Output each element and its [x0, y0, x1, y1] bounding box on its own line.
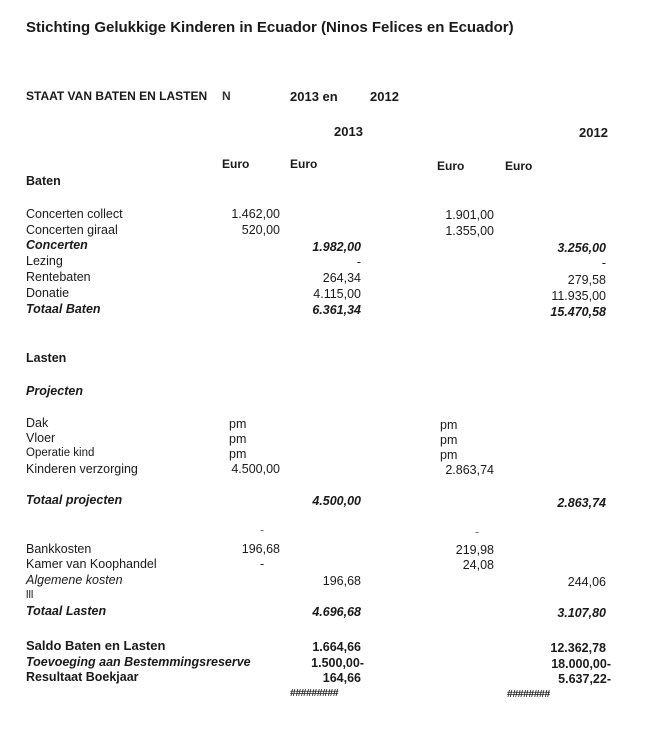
- value-2012-sub: 1.901,00: [445, 208, 494, 222]
- value-2012-sub: pm: [440, 418, 458, 432]
- value-2012-total: 5.637,22-: [558, 672, 611, 686]
- value-2013-total: -: [356, 255, 361, 269]
- value-2012-sub: 24,08: [462, 558, 494, 572]
- row-label: Concerten: [26, 238, 88, 252]
- row-label-total: Totaal projecten: [26, 493, 123, 507]
- row-label: Kamer van Koophandel: [26, 557, 157, 571]
- row-label: Concerten collect: [26, 207, 123, 221]
- row-label: Lezing: [26, 254, 63, 268]
- overflow-hash: ########: [507, 688, 550, 700]
- row-label-total: Totaal Baten: [26, 302, 101, 316]
- row-label-total: Totaal Lasten: [26, 604, 107, 618]
- dash-mark: -: [475, 525, 480, 539]
- value-2012-total: -: [601, 256, 606, 270]
- section-heading-baten: Baten: [26, 174, 61, 188]
- dash-mark: -: [260, 523, 265, 537]
- column-header-2012: 2012: [579, 125, 608, 140]
- value-2013-sub: 4.500,00: [231, 462, 280, 476]
- value-2013-sub: pm: [229, 417, 247, 431]
- row-label: Vloer: [26, 431, 56, 445]
- value-2013-sub: -: [260, 557, 265, 571]
- value-2013-total: 1.982,00: [312, 240, 361, 254]
- value-2013-total: 6.361,34: [312, 303, 361, 317]
- value-2013-sub: 1.462,00: [231, 207, 280, 221]
- column-header-2013: 2013: [334, 124, 363, 139]
- overflow-hash: #########: [290, 687, 339, 699]
- value-2012-total: 12.362,78: [550, 641, 606, 655]
- value-2012-total: 15.470,58: [550, 305, 606, 319]
- row-label: Donatie: [26, 286, 70, 300]
- value-2012-total: 2.863,74: [557, 496, 606, 510]
- value-2013-sub: 520,00: [241, 223, 280, 237]
- value-2013-sub: pm: [229, 432, 247, 446]
- value-2012-total: 3.256,00: [557, 241, 606, 255]
- value-2012-total: 279,58: [567, 273, 606, 287]
- value-2012-total: 11.935,00: [551, 289, 606, 303]
- value-2012-sub: 1.355,00: [445, 224, 494, 238]
- statement-year-2012: 2012: [370, 89, 399, 104]
- currency-header: Euro: [222, 157, 250, 171]
- subsection-heading-projecten: Projecten: [26, 384, 83, 398]
- value-2013-sub: pm: [229, 447, 247, 461]
- row-label: Operatie kind: [26, 447, 95, 459]
- value-2013-total: 164,66: [322, 671, 361, 685]
- value-2013-sub: 196,68: [241, 542, 280, 556]
- row-label: Toevoeging aan Bestemmingsreserve: [26, 655, 251, 669]
- row-label: lll: [26, 589, 34, 601]
- value-2013-total: 1.500,00-: [311, 656, 364, 670]
- value-2013-total: 1.664,66: [312, 640, 361, 654]
- value-2012-total: 244,06: [567, 575, 606, 589]
- currency-header: Euro: [505, 159, 533, 173]
- row-label: Bankkosten: [26, 542, 92, 556]
- statement-label: STAAT VAN BATEN EN LASTEN: [26, 89, 208, 103]
- value-2012-sub: pm: [440, 433, 458, 447]
- statement-year-2013: 2013 en: [290, 89, 338, 104]
- row-label: Kinderen verzorging: [26, 462, 138, 476]
- document-title: Stichting Gelukkige Kinderen in Ecuador (Ninos Felices en Ecuador): [26, 19, 514, 36]
- statement-mark: N: [222, 89, 231, 103]
- row-label-saldo: Saldo Baten en Lasten: [26, 638, 166, 653]
- value-2013-total: 4.500,00: [312, 494, 361, 508]
- value-2012-total: 18.000,00-: [551, 657, 611, 671]
- value-2013-total: 4.696,68: [312, 605, 361, 619]
- row-label: Dak: [26, 416, 49, 430]
- value-2013-total: 196,68: [322, 574, 361, 588]
- currency-header: Euro: [437, 159, 465, 173]
- section-heading-lasten: Lasten: [26, 351, 67, 365]
- value-2012-sub: 219,98: [455, 543, 494, 557]
- value-2013-total: 264,34: [322, 271, 361, 285]
- value-2012-sub: pm: [440, 448, 458, 462]
- row-label: Rentebaten: [26, 270, 91, 284]
- value-2012-total: 3.107,80: [557, 606, 606, 620]
- row-label: Concerten giraal: [26, 223, 118, 237]
- value-2012-sub: 2.863,74: [445, 463, 494, 477]
- value-2013-total: 4.115,00: [313, 287, 361, 301]
- row-label: Resultaat Boekjaar: [26, 670, 139, 684]
- row-label: Algemene kosten: [26, 573, 123, 587]
- currency-header: Euro: [290, 157, 318, 171]
